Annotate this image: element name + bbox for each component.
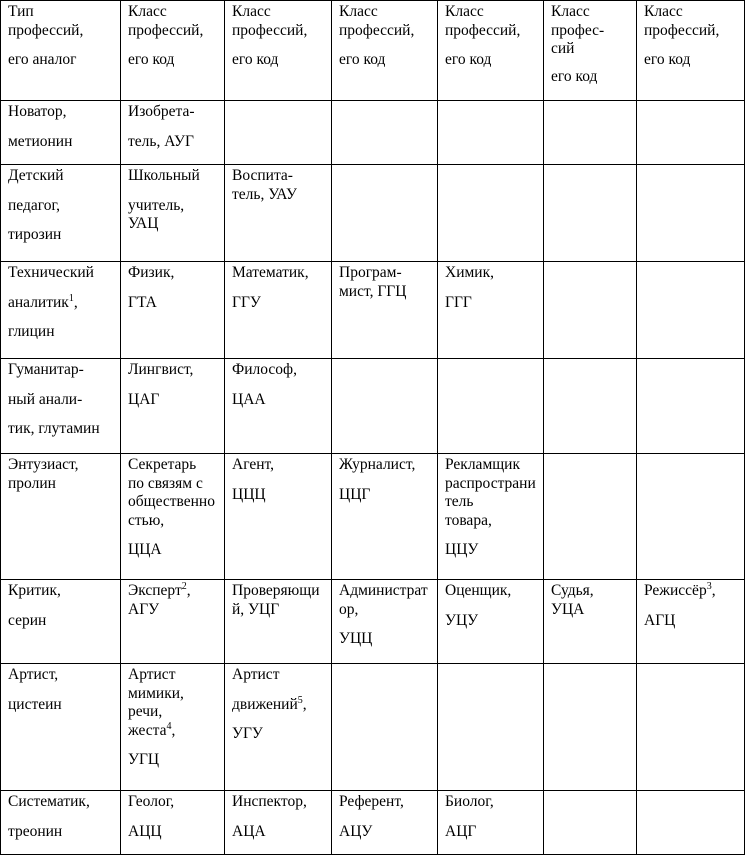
empty-cell — [438, 664, 544, 791]
type-cell: Систематик, треонин — [1, 791, 121, 855]
empty-cell — [544, 664, 637, 791]
empty-cell — [332, 101, 438, 165]
header-class-4: Класс профессий, его код — [438, 1, 544, 101]
footnote-marker: 4 — [166, 720, 172, 732]
empty-cell — [332, 664, 438, 791]
type-cell: Детский педагог, тирозин — [1, 165, 121, 262]
header-class-3: Класс профессий, его код — [332, 1, 438, 101]
table-row — [1, 791, 745, 855]
class-cell: Референт, АЦУ — [332, 791, 438, 855]
class-cell: Инспектор, АЦА — [225, 791, 332, 855]
class-cell: Агент, ЦЦЦ — [225, 454, 332, 580]
class-cell: Судья, УЦА — [544, 580, 637, 664]
empty-cell — [637, 101, 745, 165]
empty-cell — [544, 262, 637, 359]
type-cell: Гуманитар- ный анали- тик, глутамин — [1, 359, 121, 454]
class-cell: Химик, ГГГ — [438, 262, 544, 359]
class-cell: Оценщик, УЦУ — [438, 580, 544, 664]
empty-cell — [544, 165, 637, 262]
empty-cell — [544, 454, 637, 580]
class-cell: Физик, ГТА — [121, 262, 225, 359]
class-cell: Програм- мист, ГГЦ — [332, 262, 438, 359]
class-cell: Философ, ЦАА — [225, 359, 332, 454]
class-cell: Математик, ГГУ — [225, 262, 332, 359]
type-cell: Артист, цистеин — [1, 664, 121, 791]
table-row — [1, 359, 745, 454]
class-cell: Воспита- тель, УАУ — [225, 165, 332, 262]
class-cell: Журналист, ЦЦГ — [332, 454, 438, 580]
class-cell: Биолог, АЦГ — [438, 791, 544, 855]
type-cell: Критик, серин — [1, 580, 121, 664]
class-cell: Режиссёр$^3$, АГЦ — [637, 580, 745, 664]
table-row — [1, 454, 745, 580]
class-cell: Геолог, АЦЦ — [121, 791, 225, 855]
class-cell: Школьный учитель, УАЦ — [121, 165, 225, 262]
header-class-2: Класс профессий, его код — [225, 1, 332, 101]
class-cell: Артист мимики, речи, жеста$^4$, УГЦ — [121, 664, 225, 791]
empty-cell — [637, 262, 745, 359]
empty-cell — [637, 165, 745, 262]
empty-cell — [438, 359, 544, 454]
header-type: Тип профессий, его аналог — [1, 1, 121, 101]
type-cell: Технический аналитик$^1$, глицин — [1, 262, 121, 359]
table-row — [1, 664, 745, 791]
class-cell: Рекламщик распространитель товара, ЦЦУ — [438, 454, 544, 580]
empty-cell — [332, 359, 438, 454]
empty-cell — [438, 101, 544, 165]
empty-cell — [438, 165, 544, 262]
table-row — [1, 580, 745, 664]
table-row — [1, 101, 745, 165]
header-class-1: Класс профессий, его код — [121, 1, 225, 101]
empty-cell — [544, 359, 637, 454]
empty-cell — [637, 791, 745, 855]
header-class-6: Класс профессий, его код — [637, 1, 745, 101]
footnote-marker: 3 — [706, 580, 712, 592]
footnote-marker: 2 — [181, 580, 187, 592]
class-cell: Администратор, УЦЦ — [332, 580, 438, 664]
empty-cell — [225, 101, 332, 165]
empty-cell — [544, 101, 637, 165]
table-row — [1, 165, 745, 262]
header-class-5: Класс профес- сий его код — [544, 1, 637, 101]
class-cell: Секретарь по связям с общественностью, ЦЦА — [121, 454, 225, 580]
empty-cell — [637, 454, 745, 580]
table-row — [1, 262, 745, 359]
type-cell: Энтузиаст, пролин — [1, 454, 121, 580]
class-cell: Эксперт$^2$, АГУ — [121, 580, 225, 664]
empty-cell — [637, 359, 745, 454]
header-row — [1, 1, 745, 101]
class-cell: Артист движений$^5$, УГУ — [225, 664, 332, 791]
empty-cell — [332, 165, 438, 262]
empty-cell — [544, 791, 637, 855]
footnote-marker: 1 — [68, 292, 74, 304]
empty-cell — [637, 664, 745, 791]
class-cell: Проверяющий, УЦГ — [225, 580, 332, 664]
footnote-marker: 5 — [297, 694, 303, 706]
class-cell: Изобрета- тель, АУГ — [121, 101, 225, 165]
class-cell: Лингвист, ЦАГ — [121, 359, 225, 454]
type-cell: Новатор, метионин — [1, 101, 121, 165]
